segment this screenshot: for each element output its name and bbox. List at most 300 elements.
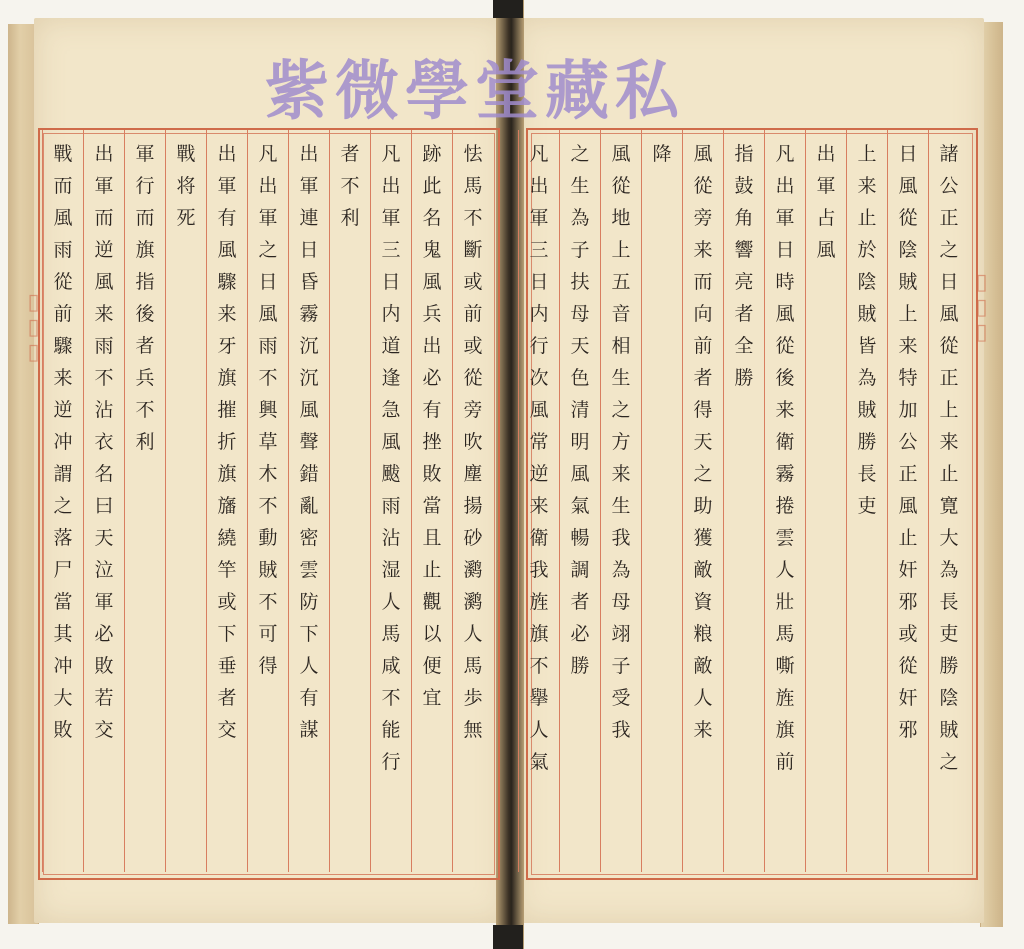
column-text: [693, 130, 712, 746]
glyph: 從: [611, 175, 631, 197]
glyph: 不: [258, 367, 278, 389]
column-text: [775, 130, 794, 778]
right_page-text-column: [928, 130, 969, 872]
left_page-text-column: [247, 130, 288, 872]
glyph: 若: [94, 687, 114, 709]
right_page-text-column: [641, 130, 682, 872]
column-text: [217, 130, 236, 746]
glyph: 雨: [53, 239, 73, 261]
glyph: 而: [135, 207, 155, 229]
glyph: 有: [299, 687, 319, 709]
glyph: 風: [898, 175, 918, 197]
glyph: 来: [898, 335, 918, 357]
glyph: 衛: [529, 527, 549, 549]
right_page-text-column: [846, 130, 887, 872]
column-text: [53, 130, 72, 746]
glyph: 必: [570, 623, 590, 645]
glyph: 冲: [53, 431, 73, 453]
glyph: 亮: [734, 271, 754, 293]
glyph: 出: [381, 175, 401, 197]
glyph: 急: [381, 399, 401, 421]
glyph: 之: [611, 399, 631, 421]
glyph: 清: [570, 399, 590, 421]
glyph: 氣: [570, 495, 590, 517]
glyph: 我: [529, 559, 549, 581]
glyph: 子: [570, 239, 590, 261]
glyph: 逆: [53, 399, 73, 421]
column-text: [529, 130, 548, 778]
glyph: 出: [94, 143, 114, 165]
glyph: 日: [299, 239, 319, 261]
glyph: 其: [53, 623, 73, 645]
glyph: 塵: [463, 463, 483, 485]
glyph: 戰: [53, 143, 73, 165]
glyph: 聲: [299, 431, 319, 453]
glyph: 之: [939, 751, 959, 773]
glyph: 霧: [775, 463, 795, 485]
glyph: 之: [693, 463, 713, 485]
glyph: 賊: [857, 399, 877, 421]
glyph: 怯: [463, 143, 483, 165]
glyph: 宜: [422, 687, 442, 709]
right_page-text-column: [518, 130, 559, 872]
glyph: 風: [381, 431, 401, 453]
column-text: [463, 130, 482, 746]
glyph: 角: [734, 207, 754, 229]
right_page-text-column: [682, 130, 723, 872]
glyph: 或: [898, 623, 918, 645]
left_page-text-column: [124, 130, 165, 872]
glyph: 風: [816, 239, 836, 261]
glyph: 戰: [176, 143, 196, 165]
glyph: 死: [176, 207, 196, 229]
glyph: 落: [53, 527, 73, 549]
glyph: 風: [94, 271, 114, 293]
right_page-text-column: [764, 130, 805, 872]
glyph: 得: [693, 399, 713, 421]
glyph: 風: [529, 399, 549, 421]
glyph: 能: [381, 719, 401, 741]
glyph: 之: [53, 495, 73, 517]
left_page-text-column: [206, 130, 247, 872]
glyph: 旛: [217, 495, 237, 517]
glyph: 軍: [217, 175, 237, 197]
right_page-text-column: [723, 130, 764, 872]
glyph: 牙: [217, 335, 237, 357]
column-text: [816, 130, 835, 266]
glyph: 公: [898, 431, 918, 453]
glyph: 逆: [529, 463, 549, 485]
glyph: 上: [939, 399, 959, 421]
glyph: 来: [217, 303, 237, 325]
left_page-text-column: [452, 130, 493, 872]
glyph: 来: [94, 303, 114, 325]
glyph: 軍: [135, 143, 155, 165]
glyph: 咸: [381, 655, 401, 677]
glyph: 當: [422, 495, 442, 517]
glyph: 或: [463, 271, 483, 293]
glyph: 旁: [693, 207, 713, 229]
glyph: 此: [422, 175, 442, 197]
glyph: 風: [53, 207, 73, 229]
glyph: 指: [734, 143, 754, 165]
glyph: 勝: [939, 655, 959, 677]
glyph: 冲: [53, 655, 73, 677]
glyph: 曰: [94, 495, 114, 517]
glyph: 軍: [529, 207, 549, 229]
glyph: 占: [816, 207, 836, 229]
collector-seal: 紫微學堂藏私: [265, 54, 685, 129]
glyph: 人: [529, 719, 549, 741]
glyph: 沾: [94, 399, 114, 421]
glyph: 前: [693, 335, 713, 357]
glyph: 有: [422, 399, 442, 421]
glyph: 從: [898, 655, 918, 677]
glyph: 資: [693, 591, 713, 613]
glyph: 吏: [857, 495, 877, 517]
glyph: 公: [939, 175, 959, 197]
glyph: 軍: [258, 207, 278, 229]
glyph: 獲: [693, 527, 713, 549]
glyph: 便: [422, 655, 442, 677]
glyph: 風: [939, 303, 959, 325]
glyph: 我: [611, 527, 631, 549]
edge-stamp-right: ▯▯▯: [969, 270, 994, 345]
glyph: 觀: [422, 591, 442, 613]
glyph: 交: [94, 719, 114, 741]
glyph: 於: [857, 239, 877, 261]
glyph: 木: [258, 463, 278, 485]
glyph: 凡: [381, 143, 401, 165]
glyph: 止: [898, 527, 918, 549]
glyph: 垂: [217, 655, 237, 677]
glyph: 出: [775, 175, 795, 197]
glyph: 無: [463, 719, 483, 741]
glyph: 為: [857, 367, 877, 389]
glyph: 止: [939, 463, 959, 485]
glyph: 出: [299, 143, 319, 165]
glyph: 賊: [258, 559, 278, 581]
glyph: 揚: [463, 495, 483, 517]
glyph: 驟: [217, 271, 237, 293]
glyph: 而: [693, 271, 713, 293]
right_page-text-column: [805, 130, 846, 872]
glyph: 驟: [53, 335, 73, 357]
glyph: 次: [529, 367, 549, 389]
glyph: 行: [529, 335, 549, 357]
glyph: 亂: [299, 495, 319, 517]
glyph: 後: [135, 303, 155, 325]
glyph: 賊: [939, 719, 959, 741]
glyph: 日: [898, 143, 918, 165]
glyph: 風: [422, 271, 442, 293]
left_page-text-column: [165, 130, 206, 872]
glyph: 風: [775, 303, 795, 325]
glyph: 日: [381, 271, 401, 293]
glyph: 扶: [570, 271, 590, 293]
glyph: 大: [53, 687, 73, 709]
glyph: 不: [258, 591, 278, 613]
glyph: 五: [611, 271, 631, 293]
column-text: [94, 130, 113, 746]
glyph: 長: [857, 463, 877, 485]
glyph: 前: [775, 751, 795, 773]
glyph: 天: [94, 527, 114, 549]
glyph: 諸: [939, 143, 959, 165]
glyph: 凡: [775, 143, 795, 165]
glyph: 不: [258, 495, 278, 517]
glyph: 上: [898, 303, 918, 325]
glyph: 風: [693, 143, 713, 165]
glyph: 軍: [381, 207, 401, 229]
column-text: [176, 130, 195, 234]
glyph: 不: [340, 175, 360, 197]
glyph: 吹: [463, 431, 483, 453]
glyph: 者: [734, 303, 754, 325]
glyph: 逢: [381, 367, 401, 389]
glyph: 吏: [939, 623, 959, 645]
glyph: 動: [258, 527, 278, 549]
glyph: 上: [611, 239, 631, 261]
glyph: 生: [570, 175, 590, 197]
glyph: 風: [570, 463, 590, 485]
glyph: 旗: [217, 367, 237, 389]
column-text: [857, 130, 876, 522]
glyph: 下: [217, 623, 237, 645]
glyph: 寛: [939, 495, 959, 517]
glyph: 而: [53, 175, 73, 197]
glyph: 出: [816, 143, 836, 165]
glyph: 連: [299, 207, 319, 229]
right_page-text-column: [559, 130, 600, 872]
glyph: 日: [529, 271, 549, 293]
glyph: 軍: [299, 175, 319, 197]
left_page-text-column: [288, 130, 329, 872]
glyph: 雨: [381, 495, 401, 517]
glyph: 逆: [94, 239, 114, 261]
glyph: 馬: [463, 175, 483, 197]
glyph: 敵: [693, 655, 713, 677]
glyph: 者: [340, 143, 360, 165]
glyph: 之: [939, 239, 959, 261]
glyph: 不: [135, 399, 155, 421]
glyph: 從: [775, 335, 795, 357]
glyph: 止: [422, 559, 442, 581]
column-text: [299, 130, 318, 746]
glyph: 昏: [299, 271, 319, 293]
glyph: 正: [939, 367, 959, 389]
glyph: 雲: [299, 559, 319, 581]
glyph: 人: [381, 591, 401, 613]
glyph: 凡: [258, 143, 278, 165]
column-text: [135, 130, 154, 458]
glyph: 謀: [299, 719, 319, 741]
glyph: 生: [611, 367, 631, 389]
glyph: 敗: [53, 719, 73, 741]
glyph: 草: [258, 431, 278, 453]
glyph: 風: [898, 495, 918, 517]
glyph: 旌: [775, 687, 795, 709]
glyph: 人: [693, 687, 713, 709]
glyph: 必: [422, 367, 442, 389]
glyph: 跡: [422, 143, 442, 165]
glyph: 三: [381, 239, 401, 261]
glyph: 摧: [217, 399, 237, 421]
glyph: 来: [611, 463, 631, 485]
glyph: 軍: [94, 591, 114, 613]
glyph: 暢: [570, 527, 590, 549]
column-text: [570, 130, 589, 682]
glyph: 行: [135, 175, 155, 197]
glyph: 馬: [381, 623, 401, 645]
glyph: 相: [611, 335, 631, 357]
glyph: 前: [53, 303, 73, 325]
glyph: 来: [857, 175, 877, 197]
column-text: [734, 130, 753, 394]
glyph: 粮: [693, 623, 713, 645]
glyph: 旌: [529, 591, 549, 613]
glyph: 人: [463, 623, 483, 645]
glyph: 正: [898, 463, 918, 485]
glyph: 方: [611, 431, 631, 453]
binding-top: [493, 0, 523, 18]
glyph: 從: [463, 367, 483, 389]
glyph: 之: [570, 143, 590, 165]
glyph: 為: [939, 559, 959, 581]
glyph: 勝: [570, 655, 590, 677]
glyph: 助: [693, 495, 713, 517]
column-text: [340, 130, 359, 234]
column-text: [939, 130, 958, 778]
glyph: 内: [381, 303, 401, 325]
glyph: 鬼: [422, 239, 442, 261]
glyph: 兵: [135, 367, 155, 389]
glyph: 止: [857, 207, 877, 229]
glyph: 明: [570, 431, 590, 453]
glyph: 特: [898, 367, 918, 389]
glyph: 前: [463, 303, 483, 325]
column-text: [381, 130, 400, 778]
glyph: 泣: [94, 559, 114, 581]
glyph: 来: [529, 495, 549, 517]
glyph: 折: [217, 431, 237, 453]
glyph: 賊: [857, 303, 877, 325]
glyph: 從: [898, 207, 918, 229]
right_page-text-column: [600, 130, 641, 872]
glyph: 長: [939, 591, 959, 613]
glyph: 利: [340, 207, 360, 229]
glyph: 来: [693, 239, 713, 261]
glyph: 天: [570, 335, 590, 357]
column-text: [611, 130, 630, 746]
glyph: 人: [299, 655, 319, 677]
edge-stamp-left: ▯▯▯: [21, 290, 46, 365]
glyph: 時: [775, 271, 795, 293]
glyph: 色: [570, 367, 590, 389]
glyph: 擧: [529, 687, 549, 709]
glyph: 奸: [898, 687, 918, 709]
glyph: 以: [422, 623, 442, 645]
glyph: 嘶: [775, 655, 795, 677]
left_page-text-column: [83, 130, 124, 872]
glyph: 将: [176, 175, 196, 197]
glyph: 加: [898, 399, 918, 421]
glyph: 我: [611, 719, 631, 741]
glyph: 来: [693, 719, 713, 741]
glyph: 賊: [898, 271, 918, 293]
glyph: 從: [939, 335, 959, 357]
glyph: 天: [693, 431, 713, 453]
glyph: 從: [53, 271, 73, 293]
glyph: 地: [611, 207, 631, 229]
glyph: 三: [529, 239, 549, 261]
glyph: 得: [258, 655, 278, 677]
glyph: 斷: [463, 239, 483, 261]
glyph: 軍: [816, 175, 836, 197]
glyph: 不: [529, 655, 549, 677]
glyph: 為: [570, 207, 590, 229]
glyph: 奸: [898, 559, 918, 581]
glyph: 砂: [463, 527, 483, 549]
glyph: 沉: [299, 367, 319, 389]
glyph: 降: [652, 143, 672, 165]
glyph: 上: [857, 143, 877, 165]
glyph: 壯: [775, 591, 795, 613]
glyph: 陰: [898, 239, 918, 261]
glyph: 風: [217, 239, 237, 261]
glyph: 而: [94, 207, 114, 229]
glyph: 竿: [217, 559, 237, 581]
glyph: 勝: [857, 431, 877, 453]
glyph: 凡: [529, 143, 549, 165]
glyph: 有: [217, 207, 237, 229]
glyph: 風: [299, 399, 319, 421]
glyph: 邪: [898, 591, 918, 613]
glyph: 雨: [258, 335, 278, 357]
glyph: 旗: [529, 623, 549, 645]
glyph: 子: [611, 655, 631, 677]
glyph: 調: [570, 559, 590, 581]
glyph: 㶉: [463, 559, 483, 581]
glyph: 從: [693, 175, 713, 197]
glyph: 大: [939, 527, 959, 549]
glyph: 捲: [775, 495, 795, 517]
glyph: 内: [529, 303, 549, 325]
glyph: 陰: [939, 687, 959, 709]
glyph: 日: [775, 239, 795, 261]
glyph: 交: [217, 719, 237, 741]
glyph: 挫: [422, 431, 442, 453]
glyph: 陰: [857, 271, 877, 293]
glyph: 且: [422, 527, 442, 549]
glyph: 沾: [381, 527, 401, 549]
glyph: 霧: [299, 303, 319, 325]
glyph: 指: [135, 271, 155, 293]
left_page-text-column: [329, 130, 370, 872]
glyph: 母: [611, 591, 631, 613]
glyph: 防: [299, 591, 319, 613]
glyph: 母: [570, 303, 590, 325]
glyph: 受: [611, 687, 631, 709]
glyph: 正: [939, 207, 959, 229]
glyph: 翊: [611, 623, 631, 645]
glyph: 皆: [857, 335, 877, 357]
left_page-text-column: [411, 130, 452, 872]
glyph: 敵: [693, 559, 713, 581]
glyph: 必: [94, 623, 114, 645]
glyph: 歩: [463, 687, 483, 709]
glyph: 湿: [381, 559, 401, 581]
